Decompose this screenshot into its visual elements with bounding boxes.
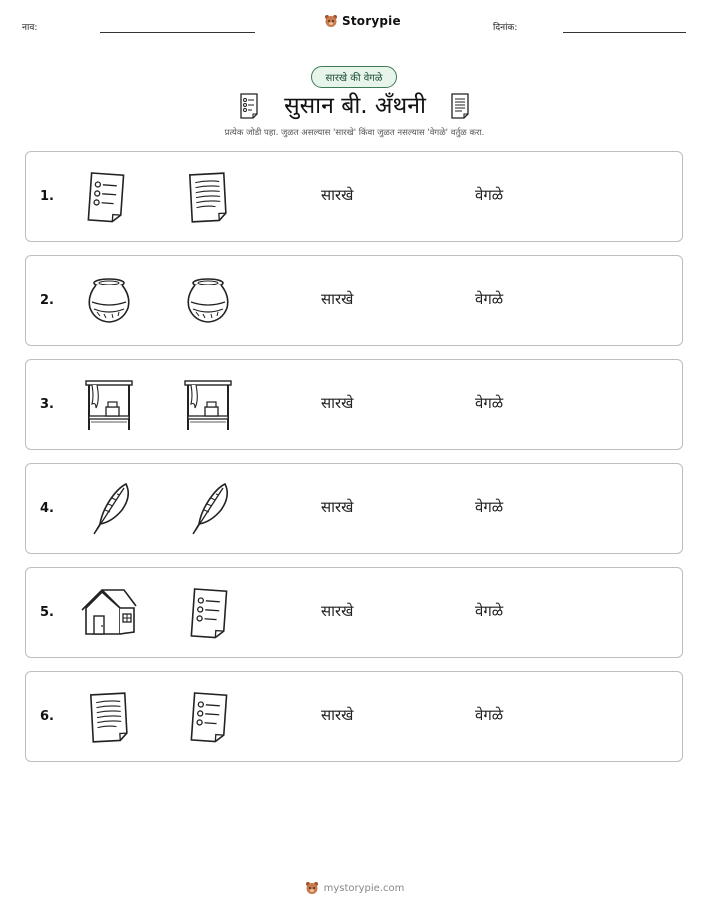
name-field[interactable] bbox=[100, 32, 255, 33]
worksheet-type-badge: सारखे की वेगळे bbox=[311, 66, 397, 88]
different-option[interactable]: वेगळे bbox=[475, 394, 504, 412]
question-number: 5. bbox=[40, 605, 54, 620]
question-number: 1. bbox=[40, 189, 54, 204]
checklist-icon bbox=[237, 92, 261, 120]
shelf-icon bbox=[82, 378, 136, 432]
different-option[interactable]: वेगळे bbox=[475, 498, 504, 516]
lined-paper-icon bbox=[181, 170, 235, 224]
clay-pot-icon bbox=[181, 274, 235, 328]
different-option[interactable]: वेगळे bbox=[475, 706, 504, 724]
quill-icon bbox=[181, 482, 235, 536]
clay-pot-icon bbox=[82, 274, 136, 328]
question-number: 4. bbox=[40, 501, 54, 516]
house-icon bbox=[80, 586, 138, 640]
question-row-3 bbox=[25, 359, 683, 450]
checklist-icon bbox=[181, 690, 235, 744]
different-option[interactable]: वेगळे bbox=[475, 290, 504, 308]
instructions: प्रत्येक जोडी पहा. जुळत असल्यास 'सारखे' किंवा जुळत नसल्यास 'वेगळे' वर्तुळ करा. bbox=[224, 128, 485, 138]
same-option[interactable]: सारखे bbox=[321, 290, 354, 308]
bear-icon bbox=[324, 14, 338, 28]
question-row-1 bbox=[25, 151, 683, 242]
question-row-4 bbox=[25, 463, 683, 554]
page-title: सुसान बी. अँथनी bbox=[284, 93, 426, 119]
footer-url: mystorypie.com bbox=[323, 882, 405, 894]
quill-icon bbox=[82, 482, 136, 536]
bear-icon bbox=[305, 881, 319, 895]
different-option[interactable]: वेगळे bbox=[475, 602, 504, 620]
question-row-6 bbox=[25, 671, 683, 762]
date-label: दिनांक: bbox=[493, 23, 518, 33]
name-label: नाव: bbox=[22, 23, 38, 33]
same-option[interactable]: सारखे bbox=[321, 394, 354, 412]
footer bbox=[0, 881, 709, 895]
same-option[interactable]: सारखे bbox=[321, 498, 354, 516]
checklist-icon bbox=[181, 586, 235, 640]
checklist-icon bbox=[78, 170, 132, 224]
brand-name: Storypie bbox=[342, 14, 401, 28]
question-number: 2. bbox=[40, 293, 54, 308]
lined-paper-icon bbox=[82, 690, 136, 744]
question-row-5 bbox=[25, 567, 683, 658]
same-option[interactable]: सारखे bbox=[321, 186, 354, 204]
question-row-2 bbox=[25, 255, 683, 346]
shelf-icon bbox=[181, 378, 235, 432]
same-option[interactable]: सारखे bbox=[321, 706, 354, 724]
brand-logo bbox=[324, 14, 401, 28]
question-number: 3. bbox=[40, 397, 54, 412]
question-number: 6. bbox=[40, 709, 54, 724]
same-option[interactable]: सारखे bbox=[321, 602, 354, 620]
different-option[interactable]: वेगळे bbox=[475, 186, 504, 204]
lined-paper-icon bbox=[448, 92, 472, 120]
date-field[interactable] bbox=[563, 32, 686, 33]
